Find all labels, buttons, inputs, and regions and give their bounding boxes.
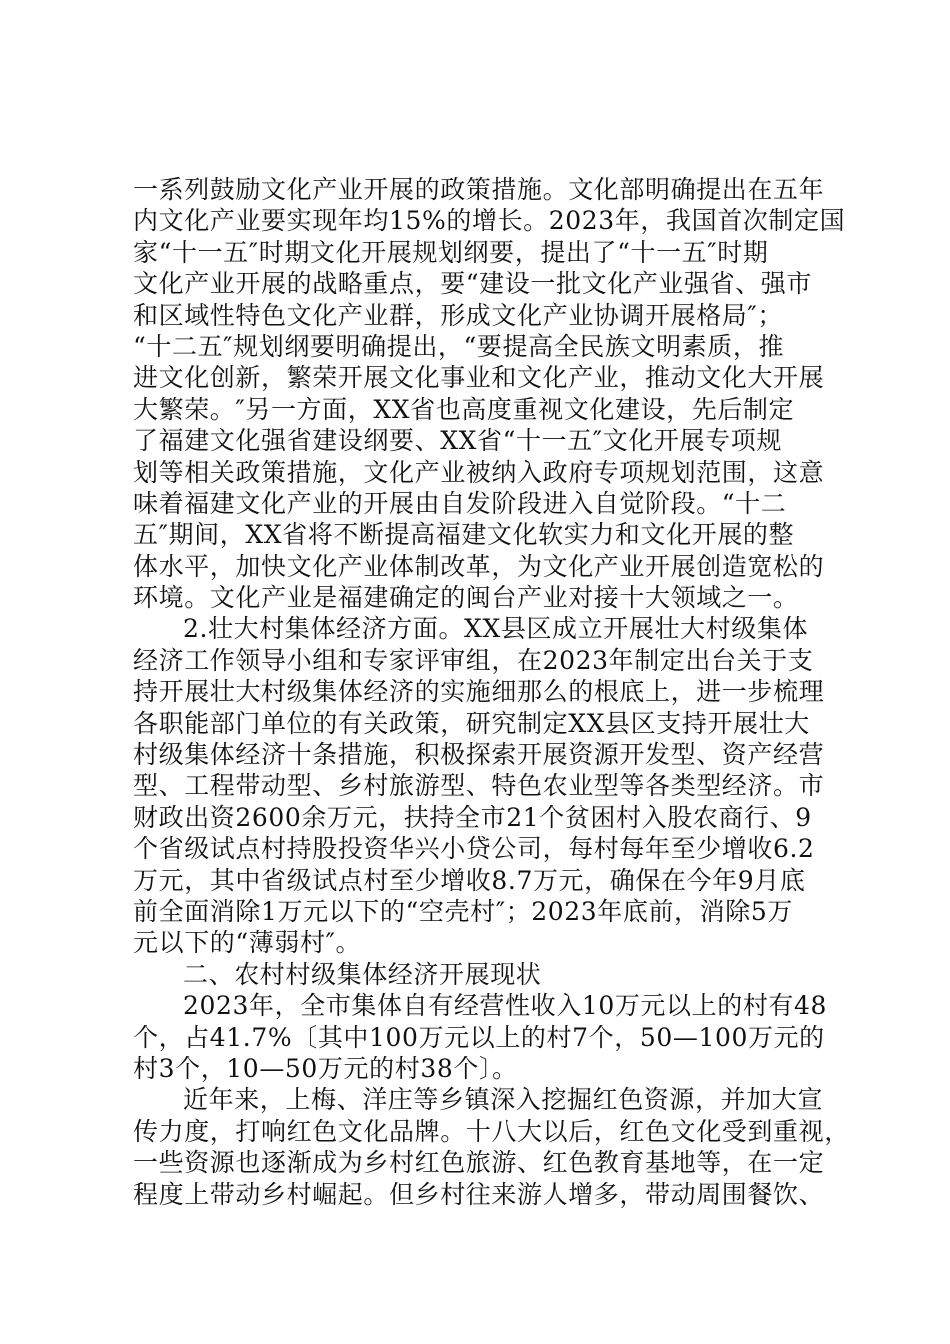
text-line: 传力度，打响红色文化品牌。十八大以后，红色文化受到重视，	[133, 1116, 850, 1146]
text-line: 个省级试点村持股投资华兴小贷公司，每村每年至少增收6.2	[133, 834, 815, 864]
text-line: 划等相关政策措施，文化产业被纳入政府专项规划范围，这意	[133, 457, 825, 487]
text-line: 家“十一五″时期文化开展规划纲要，提出了“十一五″时期	[133, 237, 769, 267]
text-line: 2.壮大村集体经济方面。XX县区成立开展壮大村级集体	[183, 614, 809, 644]
text-line: 2023年，全市集体自有经营性收入10万元以上的村有48	[183, 991, 828, 1021]
text-line: 近年来，上梅、洋庄等乡镇深入挖掘红色资源，并加大宣	[183, 1085, 824, 1115]
text-line: 各职能部门单位的有关政策，研究制定XX县区支持开展壮大	[133, 708, 810, 738]
text-line: 型、工程带动型、乡村旅游型、特色农业型等各类型经济。市	[133, 771, 825, 801]
text-line: 经济工作领导小组和专家评审组，在2023年制定出台关于支	[133, 645, 814, 675]
text-line: 一些资源也逐渐成为乡村红色旅游、红色教育基地等，在一定	[133, 1148, 825, 1178]
text-line: 程度上带动乡村崛起。但乡村往来游人增多，带动周围餐饮、	[133, 1179, 825, 1209]
text-line: 进文化创新，繁荣开展文化事业和文化产业，推动文化大开展	[133, 363, 825, 393]
text-line: 个，占41.7%〔其中100万元以上的村7个，50—100万元的	[133, 1022, 825, 1052]
text-line: 持开展壮大村级集体经济的实施细那么的根底上，进一步梳理	[133, 677, 825, 707]
text-line: 前全面消除1万元以下的“空壳村″；2023年底前，消除5万	[133, 896, 793, 926]
text-line: “十二五″规划纲要明确提出，“要提高全民族文明素质，推	[133, 331, 785, 361]
text-line: 文化产业开展的战略重点，要“建设一批文化产业强省、强市	[133, 269, 812, 299]
text-line: 味着福建文化产业的开展由自发阶段进入自觉阶段。“十二	[133, 488, 787, 518]
text-line: 内文化产业要实现年均15%的增长。2023年，我国首次制定国	[133, 206, 846, 236]
text-line: 体水平，加快文化产业体制改革，为文化产业开展创造宽松的	[133, 551, 825, 581]
text-line: 了福建文化强省建设纲要、XX省“十一五″文化开展专项规	[133, 426, 782, 456]
text-line: 村级集体经济十条措施，积极探索开展资源开发型、资产经营	[133, 740, 825, 770]
text-line: 大繁荣。″另一方面，XX省也高度重视文化建设，先后制定	[133, 394, 795, 424]
text-line: 五″期间，XX省将不断提高福建文化软实力和文化开展的整	[133, 520, 795, 550]
text-line: 二、农村村级集体经济开展现状	[183, 959, 542, 989]
text-line: 一系列鼓励文化产业开展的政策措施。文化部明确提出在五年	[133, 175, 825, 204]
document-body	[133, 174, 850, 1210]
text-line: 元以下的“薄弱村″。	[133, 928, 362, 958]
text-line: 环境。文化产业是福建确定的闽台产业对接十大领域之一。	[133, 583, 799, 613]
text-line: 万元，其中省级试点村至少增收8.7万元，确保在今年9月底	[133, 865, 806, 895]
text-line: 和区域性特色文化产业群，形成文化产业协调开展格局″；	[133, 300, 783, 330]
text-line: 村3个，10—50万元的村38个〕。	[133, 1053, 518, 1083]
text-line: 财政出资2600余万元，扶持全市21个贫困村入股农商行、9	[133, 802, 812, 832]
